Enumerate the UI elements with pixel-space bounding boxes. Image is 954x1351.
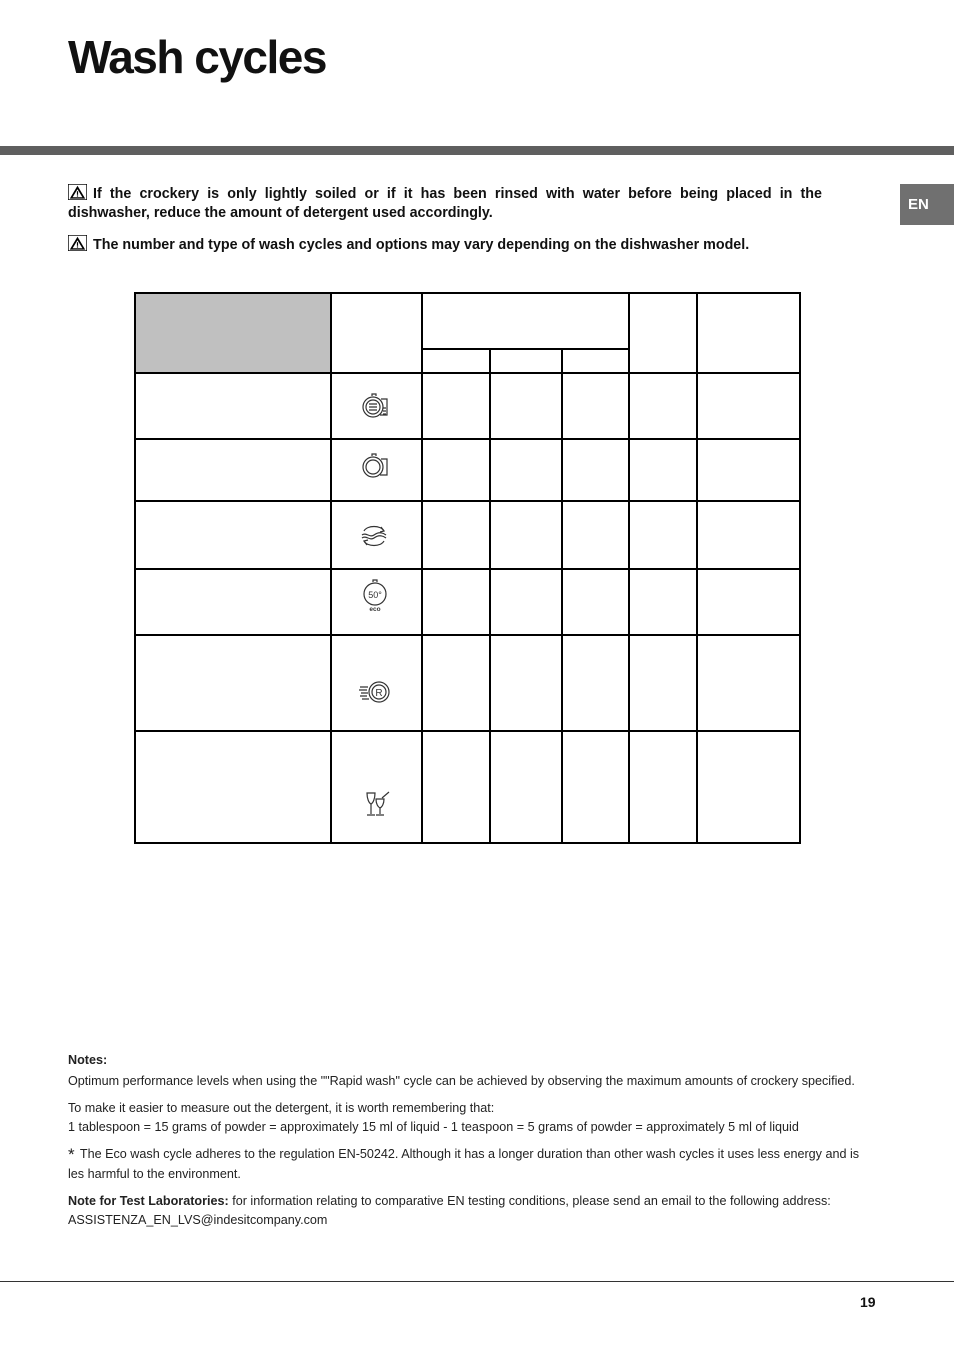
note-eco [68,1145,868,1183]
note-test-labs-label: Note for Test Laboratories: [68,1194,229,1208]
warning-text: If the crockery is only lightly soiled or if it has been rinsed with water before being placed in the dishwasher, reduce the amount of detergent used accordingly. [68,186,822,221]
table-border [422,348,629,350]
warning-triangle-icon [68,235,87,251]
table-border [561,348,563,844]
warning-note-detergent [68,184,822,223]
rapid-wash-icon [358,677,392,707]
table-border [134,500,801,502]
table-border [134,842,801,844]
table-border [489,348,491,844]
note-test-labs [68,1192,868,1229]
table-header-cycle [136,294,331,373]
header-rule [0,146,954,155]
language-tab: EN [900,184,954,225]
warning-text: The number and type of wash cycles and options may vary depending on the dishwasher model. [93,237,750,253]
eco-label: eco [369,606,381,613]
footer-rule [0,1281,954,1282]
soak-prewash-icon [357,521,391,551]
note-rapid-wash: Optimum performance levels when using the ""Rapid wash" cycle can be achieved by observing the maximum amounts of crockery specified. [68,1073,855,1088]
table-border [628,292,630,844]
table-border [134,372,801,374]
page-number: 19 [860,1294,876,1310]
eco-asterisk: * [68,1145,75,1164]
table-border [330,292,332,844]
eco-temperature-label: 50° [368,590,382,600]
table-border [134,438,801,440]
notes-heading: Notes: [68,1053,108,1067]
warning-note-models [68,235,828,255]
note-measure-intro: To make it easier to measure out the detergent, it is worth remembering that: [68,1101,495,1115]
table-border [134,730,801,732]
normal-wash-icon [359,452,393,482]
table-border [134,292,801,294]
eco-50-icon [358,577,392,613]
note-eco-text: The Eco wash cycle adheres to the regulation EN-50242. Although it has a longer duration than other wash cycles it uses less energy and is les harmful to the environment. [68,1147,860,1181]
delicate-glass-icon [358,790,392,820]
wash-cycles-table [134,292,801,844]
note-test-labs-text: for information relating to comparative EN testing conditions, please send an email to the following address: ASSISTENZA_EN_LVS@indesitcompany.com [68,1194,831,1227]
table-border [421,292,423,844]
table-border [134,634,801,636]
intensive-wash-icon [359,392,393,422]
table-border [799,292,801,844]
table-border [134,568,801,570]
rapid-label: R [375,688,383,699]
warning-triangle-icon [68,184,87,200]
note-measure-values: 1 tablespoon = 15 grams of powder = approximately 15 ml of liquid - 1 teaspoon = 5 grams of powder = approximately 5 ml of liquid [68,1119,799,1134]
notes-section [68,1051,868,1238]
note-measure [68,1099,868,1136]
table-border [134,292,136,844]
page-title: Wash cycles [68,31,326,83]
table-border [696,292,698,844]
